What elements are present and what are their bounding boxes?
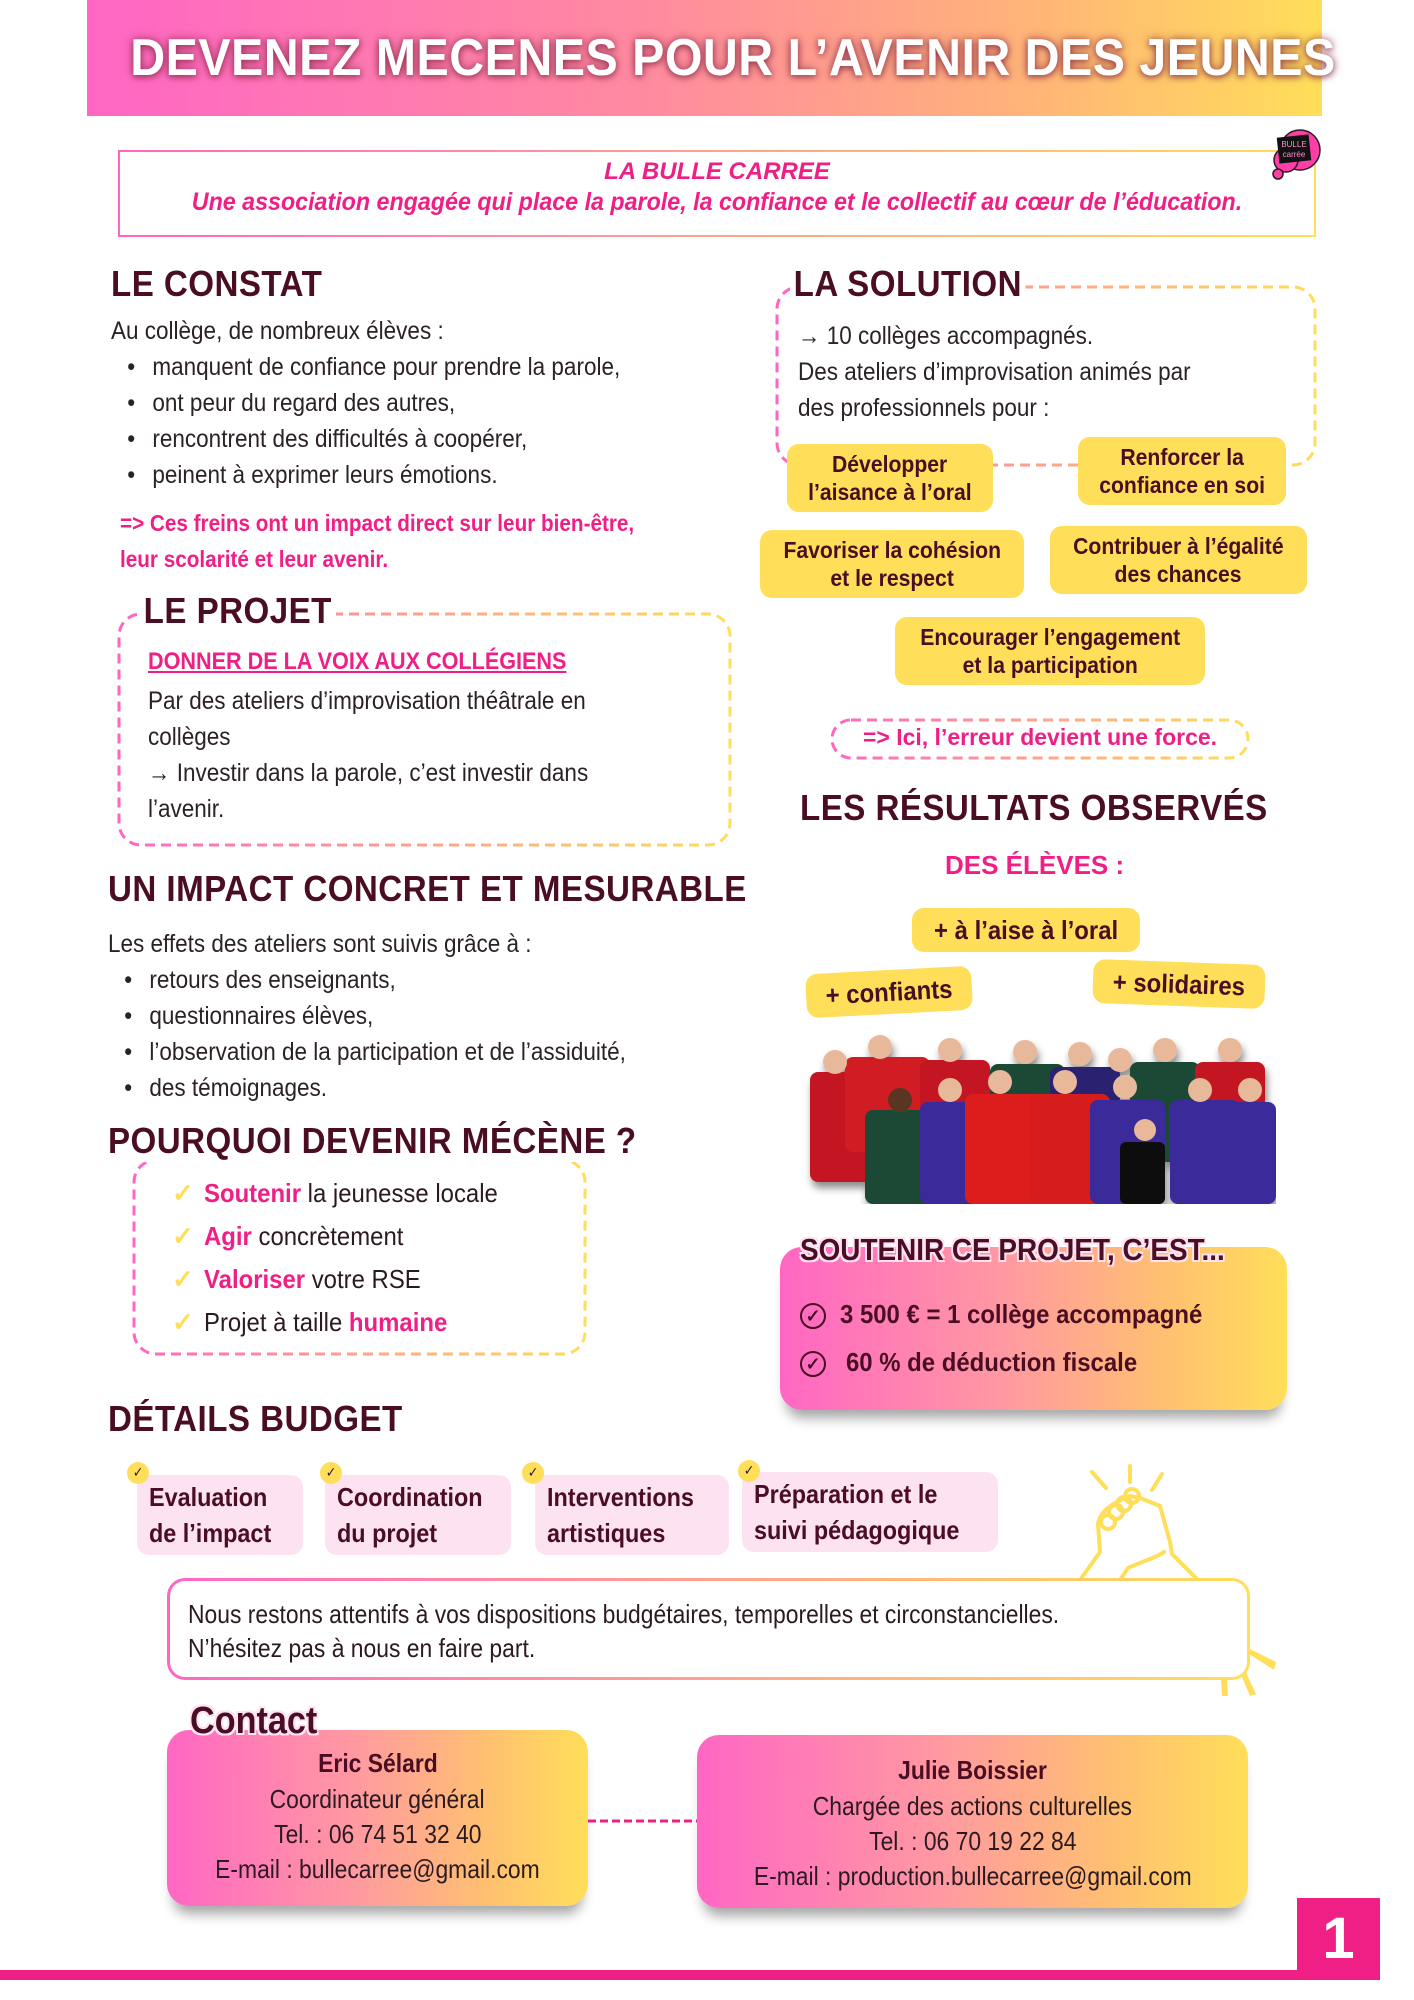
check-icon: ✓ [127, 1462, 149, 1484]
solution-line: Des ateliers d’improvisation animés par [798, 358, 1191, 386]
list-item: • rencontrent des difficultés à coopérer, [111, 421, 620, 457]
intro-box [118, 150, 1316, 237]
students-photo [790, 1032, 1276, 1204]
check-icon: ✓ [738, 1460, 760, 1482]
contact-card-julie [697, 1735, 1248, 1908]
check-circle-icon: ✓ [800, 1351, 826, 1377]
resultats-subtitle: DES ÉLÈVES : [945, 850, 1125, 880]
constat-section [111, 313, 620, 493]
projet-line: Par des ateliers d’improvisation théâtrale en [148, 687, 586, 715]
page-number: 1 [1297, 1898, 1380, 1980]
constat-conclusion [120, 505, 634, 577]
contact-phone: Tel. : 06 70 19 22 84 [868, 1826, 1077, 1856]
projet-line: l’avenir. [148, 795, 225, 823]
list-item: • des témoignages. [108, 1070, 626, 1106]
contact-role: Chargée des actions culturelles [812, 1791, 1133, 1821]
budget-item: Interventions artistiques [535, 1475, 729, 1555]
association-name: LA BULLE CARREE [604, 158, 830, 185]
check-circle-icon: ✓ [172, 1264, 194, 1294]
list-item: • retours des enseignants, [108, 962, 626, 998]
projet-title: LE PROJET [140, 590, 336, 632]
list-item: • peinent à exprimer leurs émotions. [111, 457, 620, 493]
resultats-title: LES RÉSULTATS OBSERVÉS [800, 787, 1268, 828]
constat-intro: Au collège, de nombreux élèves : [111, 317, 444, 345]
check-icon: ✓ [320, 1462, 342, 1484]
impact-list [108, 962, 626, 1106]
soutenir-list [800, 1290, 1234, 1386]
logo-text: BULLE [1281, 140, 1307, 149]
goal-pill: Développer l’aisance à l’oral [787, 444, 993, 512]
projet-headline: DONNER DE LA VOIX AUX COLLÉGIENS [148, 648, 567, 675]
header-banner [87, 0, 1336, 116]
page-title: DEVENEZ MECENES POUR L’AVENIR DES JEUNES [130, 29, 1336, 87]
check-circle-icon: ✓ [172, 1178, 194, 1208]
contact-card-eric [167, 1730, 588, 1906]
projet-text [148, 683, 588, 827]
impact-intro: Les effets des ateliers sont suivis grâce à : [108, 930, 532, 958]
budget-title: DÉTAILS BUDGET [108, 1398, 403, 1439]
constat-title: LE CONSTAT [111, 263, 323, 304]
contact-title: Contact [190, 1700, 318, 1742]
solution-line: → 10 collèges accompagnés. [798, 322, 1094, 350]
pourquoi-item: ✓ Agir concrètement [172, 1215, 523, 1258]
check-circle-icon: ✓ [172, 1221, 194, 1251]
message-box [167, 1578, 1250, 1680]
association-tagline: Une association engagée qui place la parole, la confiance et le collectif au cœur de l’éducation. [191, 188, 1243, 216]
contact-email: E-mail : production.bullecarree@gmail.com [753, 1861, 1192, 1891]
contact-role: Coordinateur général [270, 1784, 485, 1814]
students-photo-illustration [790, 1032, 1276, 1204]
goal-pill: Encourager l’engagement et la participation [895, 617, 1205, 685]
budget-item: Préparation et le suivi pédagogique [742, 1472, 998, 1552]
constat-list [111, 349, 620, 493]
contact-connector [588, 1818, 698, 1824]
list-item: • ont peur du regard des autres, [111, 385, 620, 421]
conclusion-line: => Ces freins ont un impact direct sur leur bien-être, [120, 510, 635, 536]
message-text [188, 1597, 1059, 1665]
message-line: N’hésitez pas à nous en faire part. [188, 1633, 536, 1663]
impact-section [108, 926, 626, 1106]
budget-item: Coordination du projet [325, 1475, 511, 1555]
contact-name: Eric Sélard [317, 1748, 438, 1778]
goal-pill: Renforcer la confiance en soi [1078, 437, 1286, 505]
solution-line: des professionnels pour : [798, 394, 1050, 422]
list-item: • l’observation de la participation et de l’assiduité, [108, 1034, 626, 1070]
footer-line [0, 1970, 1300, 1980]
soutenir-item: ✓ 3 500 € = 1 collège accompagné [800, 1290, 1234, 1338]
bulle-carree-logo [1268, 128, 1324, 180]
soutenir-title: SOUTENIR CE PROJET, C’EST... [800, 1232, 1225, 1267]
conclusion-line: leur scolarité et leur avenir. [120, 546, 389, 572]
check-circle-icon: ✓ [800, 1303, 826, 1329]
result-tag: + confiants [805, 966, 973, 1019]
logo-text: carrée [1282, 150, 1306, 159]
result-tag: + à l’aise à l’oral [912, 908, 1140, 952]
contact-name: Julie Boissier [898, 1755, 1047, 1785]
solution-title: LA SOLUTION [790, 263, 1026, 305]
contact-phone: Tel. : 06 74 51 32 40 [273, 1819, 482, 1849]
pourquoi-connector [597, 1290, 782, 1296]
list-item: • manquent de confiance pour prendre la parole, [111, 349, 620, 385]
projet-line: collèges [148, 723, 231, 751]
message-line: Nous restons attentifs à vos dispositions budgétaires, temporelles et circonstancielles. [188, 1599, 1060, 1629]
impact-title: UN IMPACT CONCRET ET MESURABLE [108, 868, 747, 909]
pourquoi-list [172, 1172, 523, 1344]
soutenir-item: ✓ 60 % de déduction fiscale [800, 1338, 1234, 1386]
goal-pill: Favoriser la cohésion et le respect [760, 530, 1024, 598]
check-icon: ✓ [522, 1462, 544, 1484]
pourquoi-title: POURQUOI DEVENIR MÉCÈNE ? [108, 1120, 640, 1162]
pourquoi-item: ✓ Valoriser votre RSE [172, 1258, 523, 1301]
contact-email: E-mail : bullecarree@gmail.com [215, 1854, 540, 1884]
budget-item: Evaluation de l’impact [137, 1475, 303, 1555]
result-tag: + solidaires [1092, 959, 1265, 1009]
check-circle-icon: ✓ [172, 1307, 194, 1337]
pourquoi-item: ✓ Projet à taille humaine [172, 1301, 523, 1344]
list-item: • questionnaires élèves, [108, 998, 626, 1034]
goal-pill: Contribuer à l’égalité des chances [1050, 526, 1307, 594]
pourquoi-item: ✓ Soutenir la jeunesse locale [172, 1172, 523, 1215]
projet-line: → Investir dans la parole, c’est investir dans [148, 759, 589, 787]
motto-text: => Ici, l’erreur devient une force. [862, 724, 1218, 750]
solution-text [798, 318, 1191, 426]
